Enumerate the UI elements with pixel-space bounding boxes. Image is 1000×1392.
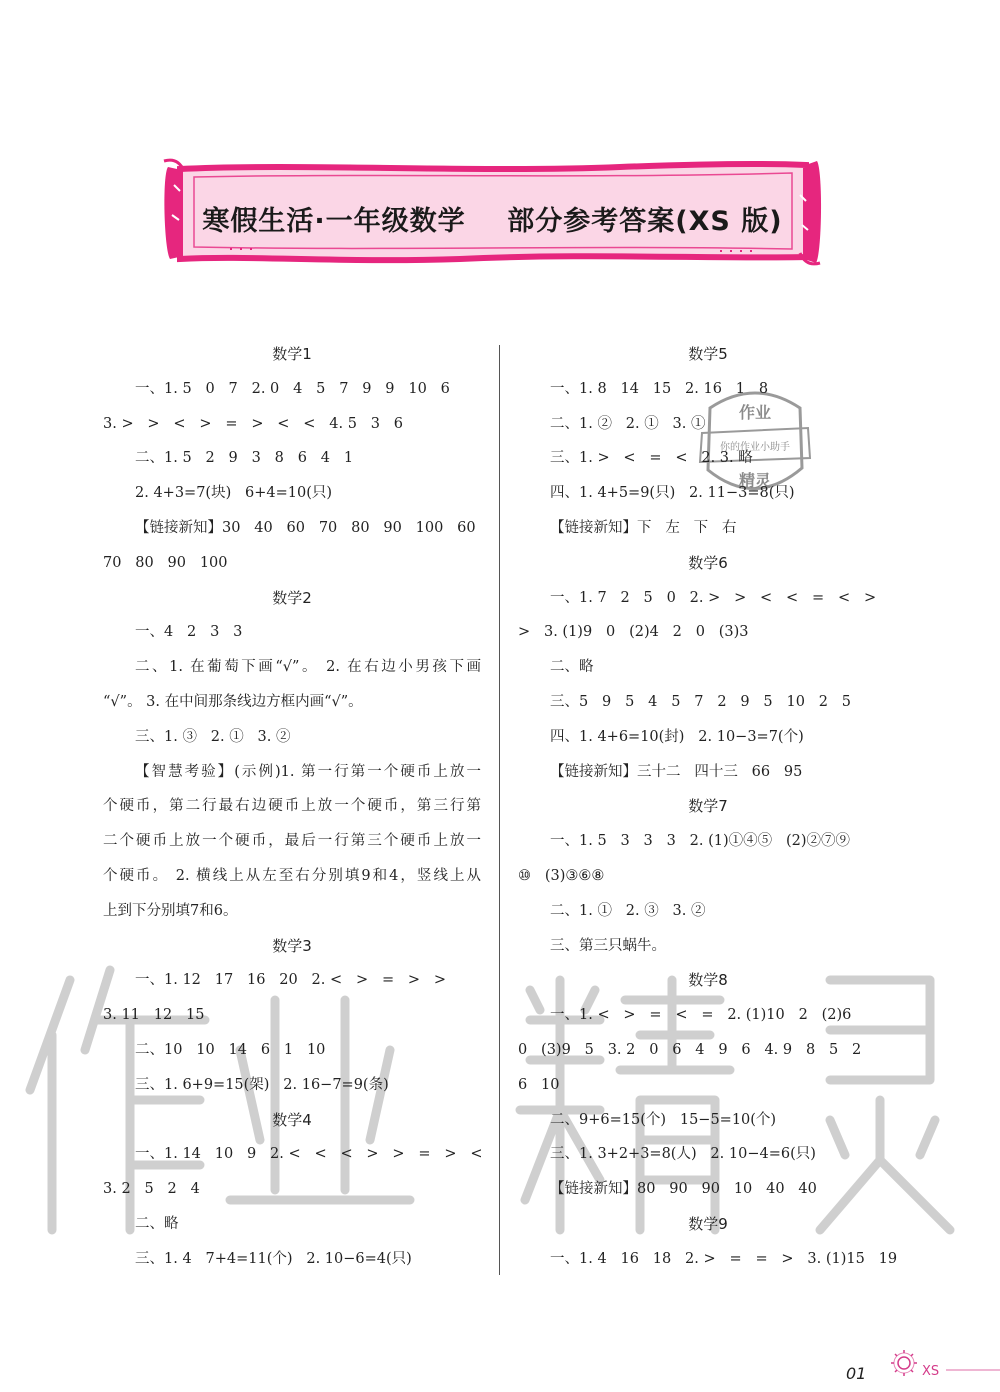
answer-line: 二、9+6=15(个) 15−5=10(个): [550, 1111, 777, 1128]
answer-line: 三、5 9 5 4 5 7 2 9 5 10 2 5: [550, 693, 852, 710]
section-title: 数学3: [272, 936, 312, 955]
answer-line: 一、1. 5 0 7 2. 0 4 5 7 9 9 10 6: [135, 380, 450, 397]
answer-line: 二个硬币上放一个硬币，最后一行第三个硬币上放一: [103, 833, 481, 850]
answer-line: 二、10 10 14 6 1 10: [135, 1041, 326, 1058]
answer-line: 三、1. 6+9=15(架) 2. 16−7=9(条): [135, 1076, 389, 1093]
answer-line: 一、1. 7 2 5 0 2. > > < < = < >: [550, 589, 877, 606]
answer-line: 【链接新知】下 左 下 右: [550, 519, 737, 536]
answer-line: 四、1. 4+5=9(只) 2. 11−3=8(只): [550, 485, 795, 502]
answer-line: 一、4 2 3 3: [135, 624, 243, 641]
answer-line: 二、1. 在葡萄下画“√”。 2. 在右边小男孩下画: [135, 659, 481, 676]
section-title: 数学8: [688, 971, 728, 990]
section-title: 数学5: [688, 345, 728, 363]
answer-line: 【链接新知】三十二 四十三 66 95: [550, 763, 803, 780]
answer-line: 6 10: [518, 1076, 560, 1093]
answer-line: 二、1. 5 2 9 3 8 6 4 1: [135, 450, 354, 467]
answer-line: 一、1. 12 17 16 20 2. < > = > >: [135, 972, 447, 989]
answer-line: 70 80 90 100: [103, 554, 228, 571]
page-number: 01: [846, 1364, 867, 1383]
answer-line: 上到下分别填7和6。: [103, 902, 238, 919]
section-title: 数学2: [272, 588, 312, 607]
answer-line: 一、1. 8 14 15 2. 16 1 8: [550, 380, 769, 397]
section-title: 数学1: [272, 345, 312, 363]
page-title: 寒假生活·一年级数学 部分参考答案(XS 版): [202, 206, 783, 237]
answer-line: 三、1. 4 7+4=11(个) 2. 10−6=4(只): [135, 1250, 412, 1267]
section-title: 数学9: [688, 1214, 728, 1233]
section-title: 数学7: [688, 797, 728, 816]
column-divider: [499, 345, 500, 1275]
answer-line: 三、1. 3+2+3=8(人) 2. 10−4=6(只): [550, 1146, 816, 1163]
answer-line: > 3. (1)9 0 (2)4 2 0 (3)3: [518, 624, 749, 641]
title-banner: [160, 155, 825, 267]
svg-text:作业: 作业: [738, 403, 772, 422]
answer-line: 个硬币，第二行最右边硬币上放一个硬币，第三行第: [103, 798, 481, 815]
answer-line: ⑩ (3)③⑥⑧: [518, 867, 605, 884]
answer-line: 【链接新知】80 90 90 10 40 40: [550, 1181, 817, 1198]
answer-line: 三、第三只蜗牛。: [550, 937, 666, 954]
answer-line: 【智慧考验】(示例)1. 第一行第一个硬币上放一: [135, 763, 481, 780]
footer-code: XS: [922, 1364, 940, 1379]
answer-line: 0 (3)9 5 3. 2 0 6 4 9 6 4. 9 8 5 2: [518, 1041, 862, 1058]
right-column: [518, 337, 898, 1277]
section-title: 数学6: [688, 553, 728, 572]
answer-line: 一、1. 4 16 18 2. > = = > 3. (1)15 19: [550, 1250, 898, 1267]
answer-line: 四、1. 4+6=10(封) 2. 10−3=7(个): [550, 728, 804, 745]
answer-line: 二、略: [135, 1215, 179, 1232]
answer-line: 二、1. ② 2. ① 3. ①: [550, 415, 706, 432]
svg-text:你的作业小助手: 你的作业小助手: [720, 442, 790, 453]
answer-line: 【链接新知】30 40 60 70 80 90 100 60: [135, 519, 476, 536]
answer-line: 个硬币。 2. 横线上从左至右分别填9和4，竖线上从: [103, 867, 481, 884]
answer-line: “√”。 3. 在中间那条线边方框内画“√”。: [103, 693, 363, 710]
answer-line: 2. 4+3=7(块) 6+4=10(只): [135, 485, 333, 502]
svg-text:精灵: 精灵: [738, 471, 772, 490]
answer-line: 三、1. ③ 2. ① 3. ②: [135, 728, 291, 745]
answer-line: 一、1. < > = < = 2. (1)10 2 (2)6: [550, 1007, 852, 1024]
answer-line: 3. > > < > = > < < 4. 5 3 6: [103, 415, 404, 432]
answer-line: 二、略: [550, 659, 594, 676]
left-column: [103, 337, 481, 1277]
answer-line: 一、1. 14 10 9 2. < < < > > = > <: [135, 1146, 483, 1163]
answer-line: 3. 2 5 2 4: [103, 1181, 200, 1198]
answer-line: 3. 11 12 15: [103, 1007, 205, 1024]
answer-line: 三、1. > < = < 2. 3. 略: [550, 450, 753, 467]
answer-line: 一、1. 5 3 3 3 2. (1)①④⑤ (2)②⑦⑨: [550, 833, 851, 850]
answer-line: 二、1. ① 2. ③ 3. ②: [550, 902, 706, 919]
section-title: 数学4: [272, 1110, 312, 1129]
